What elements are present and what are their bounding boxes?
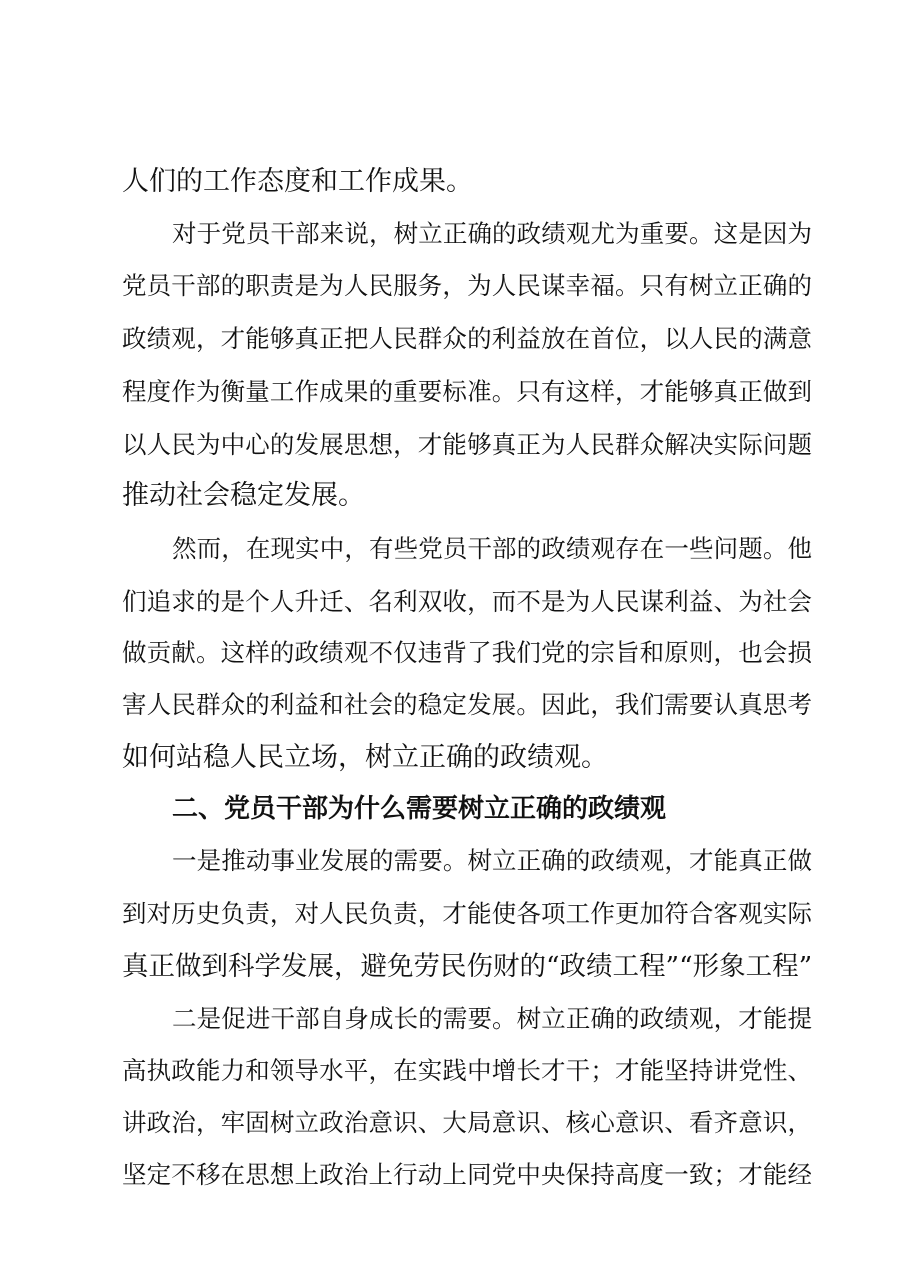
text-line: 党员干部的职责是为人民服务，为人民谋幸福。只有树立正确的	[122, 271, 812, 300]
text-line: 推动社会稳定发展。	[122, 480, 365, 511]
paragraph-first-line: 然而，在现实中，有些党员干部的政绩观存在一些问题。他	[172, 534, 812, 563]
text-line: 高执政能力和领导水平，在实践中增长才干；才能坚持讲党性、	[122, 1056, 812, 1085]
text-line: 以人民为中心的发展思想，才能够真正为人民群众解决实际问题	[122, 430, 812, 459]
text-line: 害人民群众的利益和社会的稳定发展。因此，我们需要认真思考	[122, 690, 812, 719]
text-line: 人们的工作态度和工作成果。	[122, 166, 473, 197]
text-line: 们追求的是个人升迁、名利双收，而不是为人民谋利益、为社会	[122, 587, 812, 616]
text-line: 做贡献。这样的政绩观不仅违背了我们党的宗旨和原则，也会损	[122, 638, 812, 667]
text-line: 到对历史负责，对人民负责，才能使各项工作更加符合客观实际	[122, 899, 812, 928]
text-line: 政绩观，才能够真正把人民群众的利益放在首位，以人民的满意	[122, 324, 812, 353]
paragraph-first-line: 一是推动事业发展的需要。树立正确的政绩观，才能真正做	[172, 846, 812, 875]
text-line: 程度作为衡量工作成果的重要标准。只有这样，才能够真正做到	[122, 377, 812, 406]
section-heading: 二、党员干部为什么需要树立正确的政绩观	[172, 794, 667, 824]
paragraph-first-line: 对于党员干部来说，树立正确的政绩观尤为重要。这是因为	[172, 219, 812, 248]
text-line: 坚定不移在思想上政治上行动上同党中央保持高度一致；才能经	[122, 1160, 812, 1189]
paragraph-first-line: 二是促进干部自身成长的需要。树立正确的政绩观，才能提	[172, 1004, 812, 1033]
text-line: 真正做到科学发展，避免劳民伤财的“政绩工程”“形象工程”	[122, 951, 813, 982]
text-line: 如何站稳人民立场，树立正确的政绩观。	[122, 742, 608, 773]
text-line: 讲政治，牢固树立政治意识、大局意识、核心意识、看齐意识，	[122, 1108, 812, 1137]
